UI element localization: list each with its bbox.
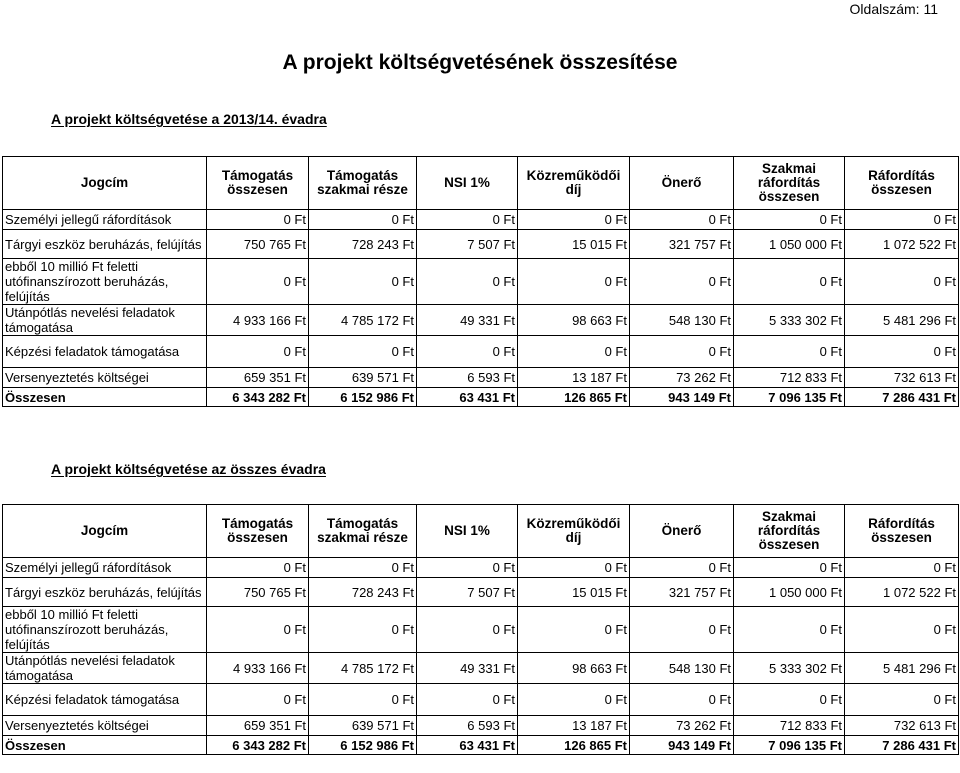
table-cell: 0 Ft (734, 336, 845, 368)
table-cell: 0 Ft (309, 259, 417, 305)
table-cell: 639 571 Ft (309, 716, 417, 736)
column-header: Önerő (630, 505, 734, 558)
table-cell: 0 Ft (630, 558, 734, 578)
column-header: Támogatás összesen (207, 157, 309, 210)
table-cell: 13 187 Ft (518, 716, 630, 736)
table-cell: 5 333 302 Ft (734, 653, 845, 684)
budget-table-season (2, 156, 959, 407)
table-header-row (3, 505, 959, 558)
table-cell: 0 Ft (417, 558, 518, 578)
table-cell: 0 Ft (309, 336, 417, 368)
table-cell: 943 149 Ft (630, 736, 734, 755)
table-cell: 6 593 Ft (417, 368, 518, 388)
table-cell: 98 663 Ft (518, 653, 630, 684)
table-cell: 6 343 282 Ft (207, 388, 309, 407)
table-cell: 1 050 000 Ft (734, 230, 845, 259)
column-header: Önerő (630, 157, 734, 210)
table-cell: 0 Ft (845, 259, 959, 305)
table-cell: 4 785 172 Ft (309, 305, 417, 336)
table-cell: 4 933 166 Ft (207, 653, 309, 684)
table-cell: 5 481 296 Ft (845, 653, 959, 684)
table-row (3, 336, 959, 368)
table-row (3, 259, 959, 305)
row-label: Utánpótlás nevelési feladatok támogatása (3, 305, 207, 336)
row-label: Összesen (3, 388, 207, 407)
column-header: Szakmai ráfordítás összesen (734, 505, 845, 558)
row-label: Tárgyi eszköz beruházás, felújítás (3, 578, 207, 607)
table-cell: 0 Ft (734, 684, 845, 716)
row-label: Képzési feladatok támogatása (3, 336, 207, 368)
table-cell: 0 Ft (309, 684, 417, 716)
section-title-all-seasons: A projekt költségvetése az összes évadra (51, 461, 326, 477)
table-cell: 0 Ft (207, 210, 309, 230)
table-cell: 0 Ft (734, 259, 845, 305)
table-cell: 728 243 Ft (309, 578, 417, 607)
row-label: Személyi jellegű ráfordítások (3, 210, 207, 230)
table-row (3, 684, 959, 716)
column-header: Szakmai ráfordítás összesen (734, 157, 845, 210)
table-cell: 732 613 Ft (845, 716, 959, 736)
table-cell: 1 072 522 Ft (845, 578, 959, 607)
table-cell: 0 Ft (207, 607, 309, 653)
table-cell: 13 187 Ft (518, 368, 630, 388)
table-cell: 0 Ft (734, 607, 845, 653)
table-row (3, 558, 959, 578)
table-cell: 0 Ft (630, 336, 734, 368)
table-row (3, 305, 959, 336)
table-cell: 7 096 135 Ft (734, 388, 845, 407)
table-cell: 0 Ft (734, 210, 845, 230)
table-row (3, 607, 959, 653)
table-cell: 4 933 166 Ft (207, 305, 309, 336)
table-cell: 0 Ft (417, 210, 518, 230)
table-cell: 6 152 986 Ft (309, 736, 417, 755)
table-cell: 0 Ft (207, 558, 309, 578)
table-cell: 63 431 Ft (417, 388, 518, 407)
table-row (3, 716, 959, 736)
table-cell: 73 262 Ft (630, 716, 734, 736)
table-cell: 0 Ft (417, 684, 518, 716)
table-cell: 5 481 296 Ft (845, 305, 959, 336)
table-cell: 7 286 431 Ft (845, 736, 959, 755)
table-cell: 0 Ft (417, 607, 518, 653)
table-cell: 7 286 431 Ft (845, 388, 959, 407)
table-cell: 0 Ft (845, 607, 959, 653)
table-cell: 321 757 Ft (630, 578, 734, 607)
row-label: Tárgyi eszköz beruházás, felújítás (3, 230, 207, 259)
table-cell: 548 130 Ft (630, 653, 734, 684)
row-label: Versenyeztetés költségei (3, 368, 207, 388)
table-cell: 659 351 Ft (207, 716, 309, 736)
table-row (3, 210, 959, 230)
table-cell: 73 262 Ft (630, 368, 734, 388)
table-cell: 15 015 Ft (518, 230, 630, 259)
row-label: Személyi jellegű ráfordítások (3, 558, 207, 578)
section-title-season: A projekt költségvetése a 2013/14. évadra (51, 111, 327, 127)
column-header: Közreműködői díj (518, 505, 630, 558)
table-cell: 943 149 Ft (630, 388, 734, 407)
table-row (3, 653, 959, 684)
table-cell: 0 Ft (518, 336, 630, 368)
row-label: Versenyeztetés költségei (3, 716, 207, 736)
table-cell: 0 Ft (845, 336, 959, 368)
table-cell: 0 Ft (207, 336, 309, 368)
table-cell: 712 833 Ft (734, 716, 845, 736)
table-cell: 49 331 Ft (417, 305, 518, 336)
column-header: Ráfordítás összesen (845, 505, 959, 558)
table-cell: 0 Ft (630, 684, 734, 716)
table-cell: 1 050 000 Ft (734, 578, 845, 607)
table-cell: 6 593 Ft (417, 716, 518, 736)
table-row (3, 368, 959, 388)
document-title (0, 51, 960, 75)
table-cell: 0 Ft (417, 259, 518, 305)
table-cell: 0 Ft (518, 210, 630, 230)
column-header: Közreműködői díj (518, 157, 630, 210)
table-total-row (3, 388, 959, 407)
budget-table-all-seasons (2, 504, 959, 755)
row-label: ebből 10 millió Ft feletti utófinanszírozott beruházás, felújítás (3, 259, 207, 305)
table-cell: 6 343 282 Ft (207, 736, 309, 755)
table-cell: 7 507 Ft (417, 578, 518, 607)
row-label: Összesen (3, 736, 207, 755)
table-row (3, 578, 959, 607)
table-cell: 0 Ft (207, 684, 309, 716)
page-number: Oldalszám: 11 (849, 1, 938, 17)
table-cell: 0 Ft (518, 607, 630, 653)
table-cell: 0 Ft (309, 607, 417, 653)
table-cell: 750 765 Ft (207, 578, 309, 607)
table-cell: 732 613 Ft (845, 368, 959, 388)
table-cell: 49 331 Ft (417, 653, 518, 684)
table-cell: 0 Ft (630, 210, 734, 230)
table-cell: 0 Ft (518, 558, 630, 578)
table-cell: 0 Ft (309, 558, 417, 578)
table-header-row (3, 157, 959, 210)
table-cell: 0 Ft (845, 558, 959, 578)
row-label: Képzési feladatok támogatása (3, 684, 207, 716)
table-cell: 63 431 Ft (417, 736, 518, 755)
column-header: Támogatás összesen (207, 505, 309, 558)
table-cell: 0 Ft (207, 259, 309, 305)
table-cell: 4 785 172 Ft (309, 653, 417, 684)
table-cell: 0 Ft (630, 259, 734, 305)
table-cell: 750 765 Ft (207, 230, 309, 259)
table-cell: 0 Ft (417, 336, 518, 368)
column-header: NSI 1% (417, 157, 518, 210)
table-cell: 6 152 986 Ft (309, 388, 417, 407)
table-cell: 126 865 Ft (518, 736, 630, 755)
column-header: Ráfordítás összesen (845, 157, 959, 210)
table-cell: 7 507 Ft (417, 230, 518, 259)
column-header: Jogcím (3, 157, 207, 210)
table-cell: 15 015 Ft (518, 578, 630, 607)
table-cell: 0 Ft (518, 684, 630, 716)
row-label: ebből 10 millió Ft feletti utófinanszírozott beruházás, felújítás (3, 607, 207, 653)
table-cell: 712 833 Ft (734, 368, 845, 388)
table-cell: 0 Ft (734, 558, 845, 578)
table-cell: 321 757 Ft (630, 230, 734, 259)
column-header: NSI 1% (417, 505, 518, 558)
column-header: Támogatás szakmai része (309, 157, 417, 210)
table-cell: 5 333 302 Ft (734, 305, 845, 336)
column-header: Jogcím (3, 505, 207, 558)
table-cell: 0 Ft (845, 684, 959, 716)
table-cell: 548 130 Ft (630, 305, 734, 336)
table-cell: 639 571 Ft (309, 368, 417, 388)
table-cell: 1 072 522 Ft (845, 230, 959, 259)
table-cell: 0 Ft (845, 210, 959, 230)
table-cell: 0 Ft (630, 607, 734, 653)
document-title-text: A projekt költségvetésének összesítése (282, 51, 678, 74)
column-header: Támogatás szakmai része (309, 505, 417, 558)
table-cell: 728 243 Ft (309, 230, 417, 259)
table-cell: 7 096 135 Ft (734, 736, 845, 755)
table-cell: 0 Ft (309, 210, 417, 230)
table-cell: 659 351 Ft (207, 368, 309, 388)
table-cell: 0 Ft (518, 259, 630, 305)
table-cell: 98 663 Ft (518, 305, 630, 336)
table-total-row (3, 736, 959, 755)
table-cell: 126 865 Ft (518, 388, 630, 407)
table-row (3, 230, 959, 259)
row-label: Utánpótlás nevelési feladatok támogatása (3, 653, 207, 684)
